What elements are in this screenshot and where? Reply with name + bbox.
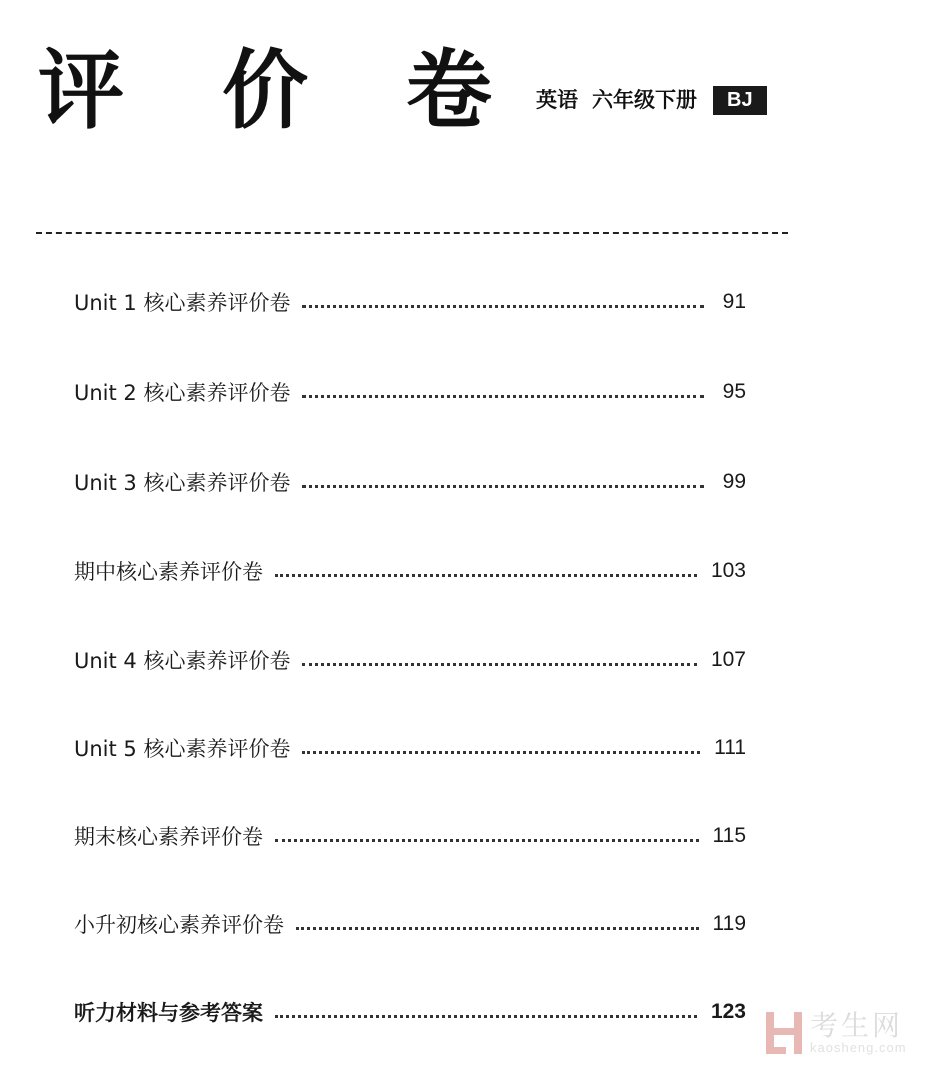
grade-label: 六年级下册 <box>592 88 697 112</box>
toc-entry[interactable] <box>74 376 746 408</box>
toc-entry-label: 期末核心素养评价卷 <box>74 825 263 849</box>
subject-label: 英语 <box>536 88 578 112</box>
toc-entry-label: 期中核心素养评价卷 <box>74 560 263 584</box>
toc-entry-page: 99 <box>722 470 746 493</box>
toc-entry-label: Unit 2 核心素养评价卷 <box>74 381 291 405</box>
subject-block <box>536 86 767 115</box>
dot-leader <box>302 305 704 308</box>
toc-entry-page: 91 <box>722 290 746 313</box>
toc-entry-label: Unit 5 核心素养评价卷 <box>74 737 291 761</box>
toc-entry-label: Unit 4 核心素养评价卷 <box>74 649 291 673</box>
toc-entry-label: Unit 1 核心素养评价卷 <box>74 291 291 315</box>
toc-entry-page: 119 <box>712 912 746 935</box>
toc-entry-page: 95 <box>722 380 746 403</box>
watermark-domain: kaosheng.com <box>810 1039 907 1055</box>
dot-leader <box>302 663 696 666</box>
toc-entry-page: 115 <box>712 824 746 847</box>
dot-leader <box>302 485 704 488</box>
toc-entry-page: 103 <box>710 559 746 582</box>
toc-entry-page: 111 <box>714 736 746 759</box>
watermark-name: 考生网 <box>810 1009 904 1043</box>
toc-entry-page: 123 <box>710 1000 746 1023</box>
dot-leader <box>275 839 699 842</box>
dot-leader <box>302 751 700 754</box>
toc-entry[interactable] <box>74 286 746 318</box>
toc-entry[interactable] <box>74 820 746 852</box>
toc-entry[interactable] <box>74 908 746 940</box>
toc-entry-label: 小升初核心素养评价卷 <box>74 913 284 937</box>
toc-entry[interactable] <box>74 732 746 764</box>
watermark <box>764 1010 907 1056</box>
toc-entry-label: Unit 3 核心素养评价卷 <box>74 471 291 495</box>
dot-leader <box>296 927 699 930</box>
dot-leader <box>275 574 697 577</box>
toc-entry[interactable] <box>74 555 746 587</box>
toc-entry-label: 听力材料与参考答案 <box>74 1001 263 1025</box>
watermark-logo-icon <box>764 1010 804 1056</box>
page-title: 评 价 卷 <box>38 41 526 141</box>
toc-entry[interactable] <box>74 466 746 498</box>
edition-badge: BJ <box>713 86 767 115</box>
dashed-divider <box>36 232 788 234</box>
dot-leader <box>275 1015 697 1018</box>
dot-leader <box>302 395 704 398</box>
toc-entry[interactable] <box>74 996 746 1028</box>
toc-entry[interactable] <box>74 644 746 676</box>
toc-entry-page: 107 <box>710 648 746 671</box>
